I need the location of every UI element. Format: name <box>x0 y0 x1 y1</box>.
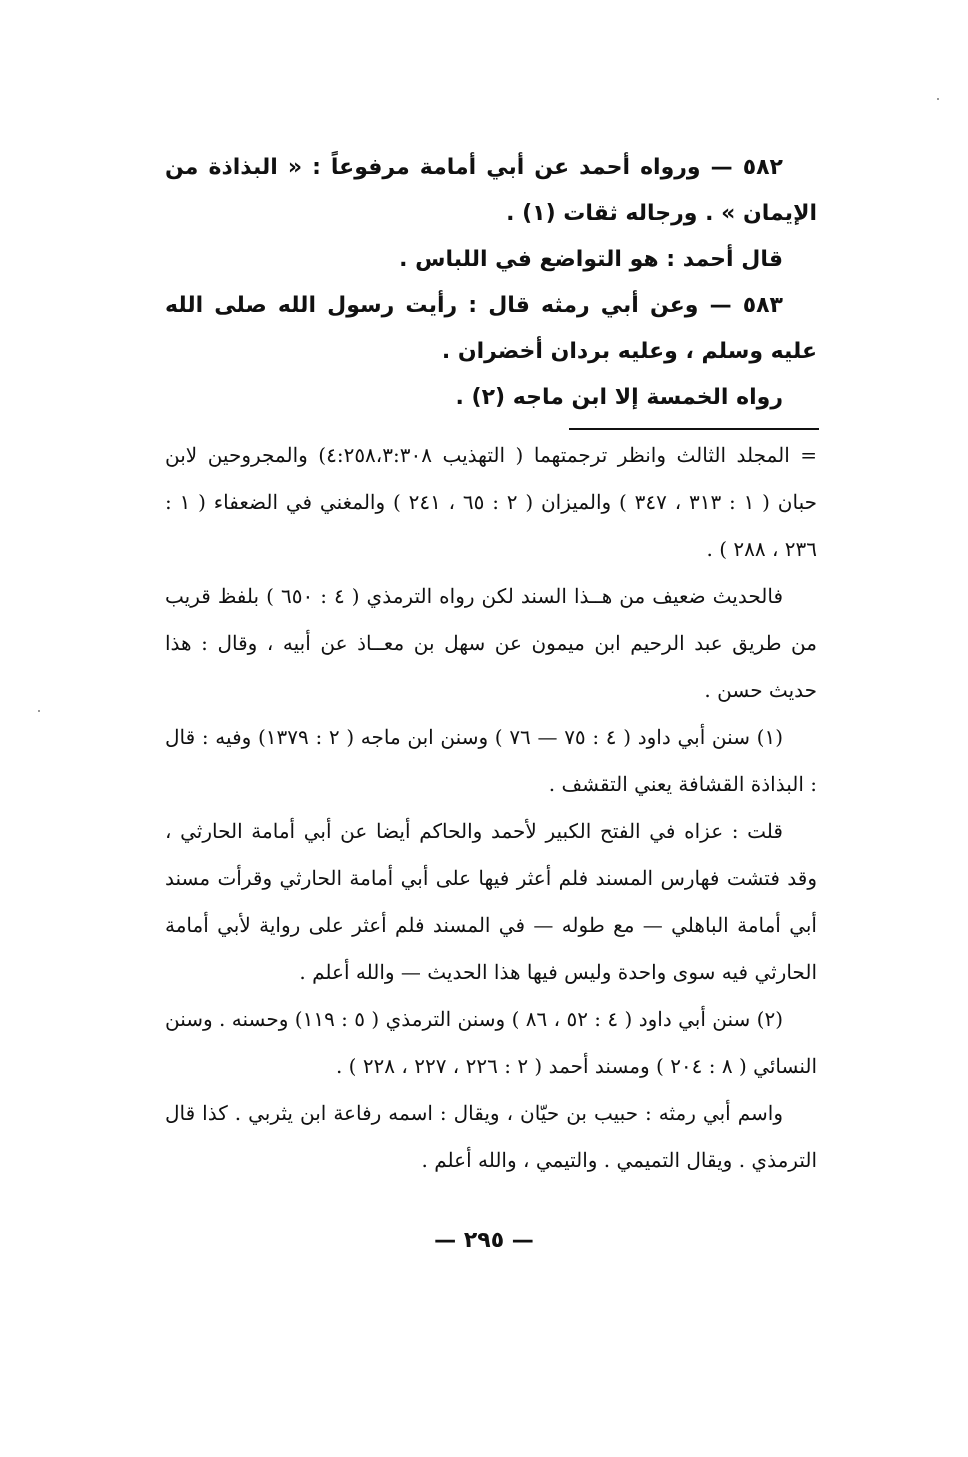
scan-speck <box>38 710 40 712</box>
footnotes <box>165 432 817 1184</box>
footnote-1-comment: قلت : عزاه في الفتح الكبير لأحمد والحاكم أيضا عن أبي أمامة الحارثي ، وقد فتشت فهارس المسند فلم أعثر فيها على أبي أمامة الحارثي وقرأت مسند أبي أمامة الباهلي — مع طوله — في المسند فلم أعثر على رواية لأبي أمامة الحارثي فيه سوى واحدة وليس فيها هذا الحديث — والله أعلم . <box>165 819 817 984</box>
ahmad-comment: قال أحمد : هو التواضع في اللباس . <box>399 247 783 272</box>
footnote-hadith-grading: فالحديث ضعيف من هــذا السند لكن رواه الترمذي ( ٤ : ٦٥٠ ) بلفظ قريب من طريق عبد الرحيم ابن ميمون عن سهل بن معــاذ عن أبيه ، وقال : هذا حديث حسن . <box>165 584 817 702</box>
footnote-1: (١) سنن أبي داود ( ٤ : ٧٥ — ٧٦ ) وسنن ابن ماجه ( ٢ : ١٣٧٩) وفيه : قال : البذاذة القشافة يعني التقشف . <box>165 725 817 796</box>
footnote-2-name: واسم أبي رمثه : حبيب بن حيّان ، ويقال : اسمه رفاعة ابن يثربي . كذا قال الترمذي . ويقال التميمي . والتيمي ، والله أعلم . <box>165 1101 817 1172</box>
footnote-2: (٢) سنن أبي داود ( ٤ : ٥٢ ، ٨٦ ) وسنن الترمذي ( ٥ : ١١٩) وحسنه . وسنن النسائي ( ٨ : ٢٠٤ ) ومسند أحمد ( ٢ : ٢٢٦ ، ٢٢٧ ، ٢٢٨ ) . <box>165 1007 817 1078</box>
footnote-continuation: = المجلد الثالث وانظر ترجمتهما ( التهذيب ٤:٢٥٨،٣:٣٠٨) والمجروحين لابن حبان ( ١ : ٣١٣ ، ٣٤٧ ) والميزان ( ٢ : ٦٥ ، ٢٤١ ) والمغني في الضعفاء ( ١ : ٢٣٦ ، ٢٨٨ ) . <box>165 443 818 561</box>
hadith-582: ٥٨٢ — ورواه أحمد عن أبي أمامة مرفوعاً : « البذاذة من الإيمان » . ورجاله ثقات (١) . <box>165 155 817 226</box>
page-number: — ٢٩٥ — <box>434 1228 534 1253</box>
footnote-separator <box>569 428 819 430</box>
main-text <box>165 145 817 421</box>
scan-speck <box>937 98 939 100</box>
narration-note: رواه الخمسة إلا ابن ماجه (٢) . <box>455 385 783 410</box>
hadith-583: ٥٨٣ — وعن أبي رمثه قال : رأيت رسول الله صلى الله عليه وسلم ، وعليه بردان أخضران . <box>165 293 817 364</box>
